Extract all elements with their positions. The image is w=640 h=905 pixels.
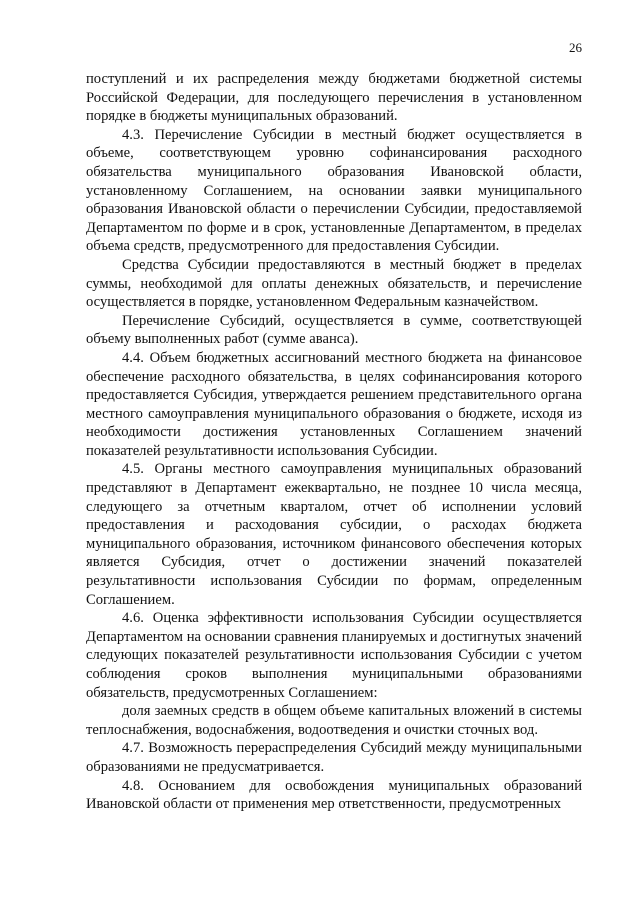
paragraph: 4.6. Оценка эффективности использования Субсидии осуществляется Департаментом на основании сравнения планируемых и достигнутых значений следующих показателей результативности использования Субсидии с учетом соблюдения сроков выполнения муниципальными образованиями обязательств, предусмотренных Соглашением: <box>86 610 582 701</box>
paragraph: Средства Субсидии предоставляются в местный бюджет в пределах суммы, необходимой для оплаты денежных обязательств, и перечисление осуществляется в порядке, установленном Федеральным казначейством. <box>86 256 582 311</box>
paragraph: 4.3. Перечисление Субсидии в местный бюджет осуществляется в объеме, соответствующем уровню софинансирования расходного обязательства муниципального образования Ивановской области, установленному Соглашением, на основании заявки муниципального образования Ивановской области о перечислении Субсидии, предоставляемой Департаментом по форме и в срок, установленные Департаментом, в пределах объема средств, предусмотренного для предоставления Субсидии. <box>86 126 582 255</box>
document-body <box>86 70 582 814</box>
paragraph: доля заемных средств в общем объеме капитальных вложений в системы теплоснабжения, водоснабжения, водоотведения и очистки сточных вод. <box>86 703 582 738</box>
paragraph: 4.8. Основанием для освобождения муниципальных образований Ивановской области от применения мер ответственности, предусмотренных <box>86 777 582 813</box>
paragraph: поступлений и их распределения между бюджетами бюджетной системы Российской Федерации, для последующего перечисления в установленном порядке в бюджеты муниципальных образований. <box>86 71 582 125</box>
page-number: 26 <box>569 40 582 55</box>
paragraph: 4.5. Органы местного самоуправления муниципальных образований представляют в Департамент ежеквартально, не позднее 10 числа месяца, следующего за отчетным кварталом, отчет об исполнении условий предоставления и расходования субсидии, о расходах бюджета муниципального образования, источником финансового обеспечения которых является Субсидия, отчет о достижении значений показателей результативности использования Субсидии по формам, определенным Соглашением. <box>86 461 582 608</box>
paragraph: Перечисление Субсидий, осуществляется в сумме, соответствующей объему выполненных работ (сумме аванса). <box>86 312 582 348</box>
paragraph: 4.4. Объем бюджетных ассигнований местного бюджета на финансовое обеспечение расходного обязательства, в целях софинансирования которого предоставляется Субсидия, утверждается решением представительного органа местного самоуправления муниципального образования о бюджете, исходя из необходимости достижения установленных Соглашением значений показателей результативности использования Субсидии. <box>86 349 582 459</box>
paragraph: 4.7. Возможность перераспределения Субсидий между муниципальными образованиями не предусматривается. <box>86 740 582 775</box>
